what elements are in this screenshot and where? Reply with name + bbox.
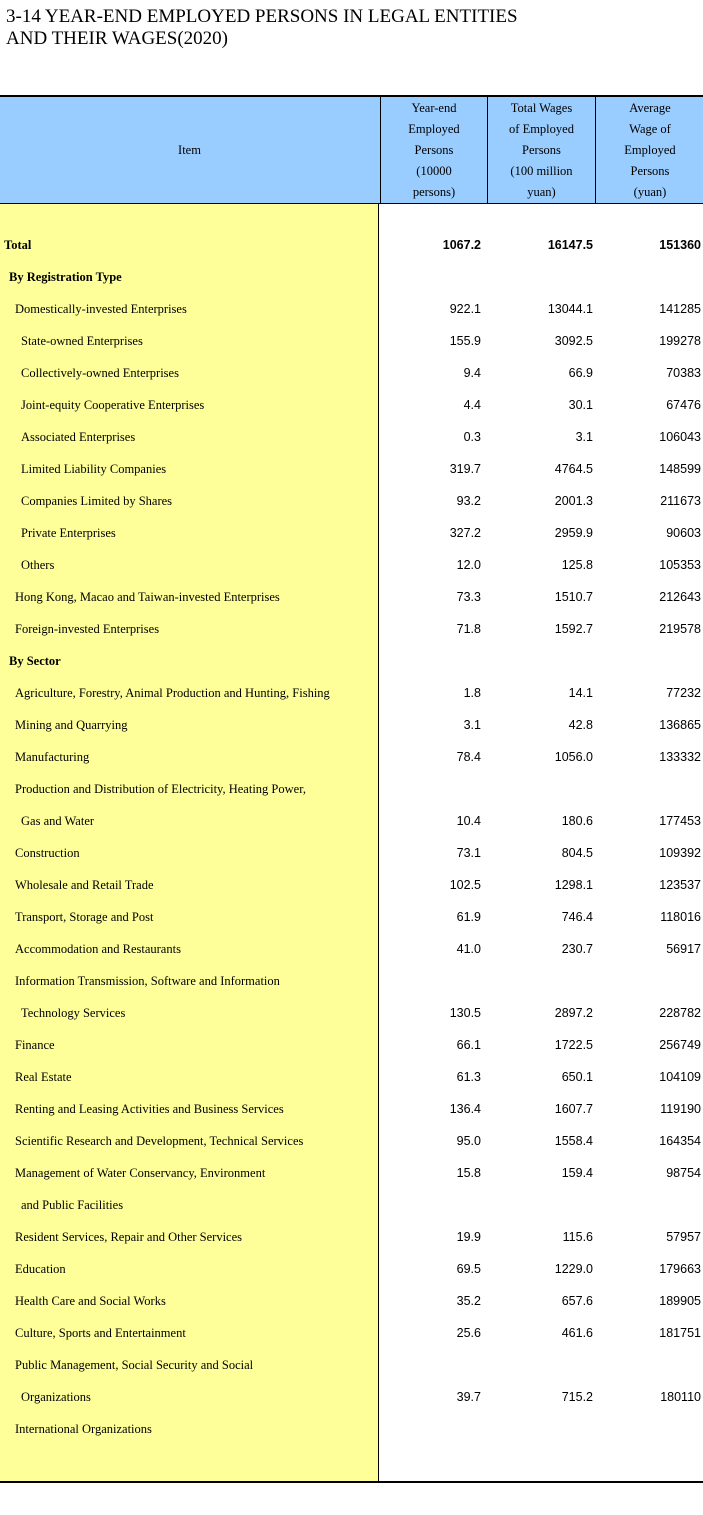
- header-average-wage: Average Wage of Employed Persons (yuan): [595, 97, 703, 203]
- year-end-employed-value: 66.1: [456, 1038, 481, 1052]
- row-label: Domestically-invested Enterprises: [15, 302, 187, 316]
- row-label: and Public Facilities: [21, 1198, 124, 1212]
- total-wages-value: 3.1: [575, 430, 593, 444]
- row-label: Gas and Water: [21, 814, 95, 828]
- total-wages-value: 1722.5: [554, 1038, 593, 1052]
- page-title: [6, 6, 518, 50]
- table-row: [0, 453, 703, 485]
- year-end-employed-value: 19.9: [456, 1230, 481, 1244]
- total-wages-value: 1056.0: [554, 750, 593, 764]
- total-wages-value: [487, 1349, 593, 1381]
- table-row: [0, 1093, 703, 1125]
- table-row: [0, 1285, 703, 1317]
- total-wages-value: 16147.5: [547, 238, 593, 252]
- total-wages-value: 3092.5: [554, 334, 593, 348]
- table-row: [0, 1157, 703, 1189]
- total-wages-value: 746.4: [561, 910, 593, 924]
- table-row: [0, 901, 703, 933]
- year-end-employed-value: [380, 965, 481, 997]
- total-wages-value: 66.9: [568, 366, 593, 380]
- average-wage-value: 123537: [659, 878, 701, 892]
- year-end-employed-value: 102.5: [449, 878, 481, 892]
- average-wage-value: 148599: [659, 462, 701, 476]
- year-end-employed-value: 73.1: [456, 846, 481, 860]
- year-end-employed-value: 39.7: [456, 1390, 481, 1404]
- year-end-employed-value: [380, 645, 481, 677]
- table-row: [0, 613, 703, 645]
- total-wages-value: 1298.1: [554, 878, 593, 892]
- average-wage-value: 56917: [666, 942, 701, 956]
- table-row: [0, 1349, 703, 1381]
- table-bottom-rule: [0, 1481, 703, 1483]
- total-wages-value: 115.6: [562, 1230, 593, 1244]
- row-label: Companies Limited by Shares: [21, 494, 173, 508]
- average-wage-value: 109392: [659, 846, 701, 860]
- table-row: [0, 485, 703, 517]
- average-wage-value: 141285: [659, 302, 701, 316]
- row-label: Real Estate: [15, 1070, 72, 1084]
- total-wages-value: 1607.7: [554, 1102, 593, 1116]
- row-label: Management of Water Conservancy, Environment: [15, 1166, 266, 1180]
- year-end-employed-value: 3.1: [463, 718, 481, 732]
- year-end-employed-value: 10.4: [456, 814, 481, 828]
- year-end-employed-value: 69.5: [456, 1262, 481, 1276]
- total-wages-value: 1558.4: [554, 1134, 593, 1148]
- year-end-employed-value: [380, 1189, 481, 1221]
- year-end-employed-value: 319.7: [449, 462, 481, 476]
- row-label: Associated Enterprises: [21, 430, 136, 444]
- total-wages-value: 1229.0: [554, 1262, 593, 1276]
- total-wages-value: [487, 773, 593, 805]
- row-label: Information Transmission, Software and Information: [15, 974, 280, 988]
- table-row: [0, 421, 703, 453]
- table-row: [0, 1029, 703, 1061]
- row-label: Hong Kong, Macao and Taiwan-invested Enterprises: [15, 590, 280, 604]
- table-row: [0, 709, 703, 741]
- year-end-employed-value: 25.6: [456, 1326, 481, 1340]
- total-wages-value: 2959.9: [554, 526, 593, 540]
- average-wage-value: 57957: [666, 1230, 701, 1244]
- total-wages-value: 461.6: [561, 1326, 593, 1340]
- total-wages-value: 2001.3: [554, 494, 593, 508]
- year-end-employed-value: 41.0: [456, 942, 481, 956]
- average-wage-value: 105353: [659, 558, 701, 572]
- row-label: Organizations: [21, 1390, 91, 1404]
- average-wage-value: 177453: [659, 814, 701, 828]
- year-end-employed-value: [380, 1349, 481, 1381]
- table-row: [0, 773, 703, 805]
- total-wages-value: 1592.7: [554, 622, 593, 636]
- total-wages-value: 14.1: [568, 686, 593, 700]
- average-wage-value: [595, 645, 701, 677]
- year-end-employed-value: 15.8: [456, 1166, 481, 1180]
- year-end-employed-value: 95.0: [456, 1134, 481, 1148]
- average-wage-value: 90603: [666, 526, 701, 540]
- average-wage-value: 199278: [659, 334, 701, 348]
- average-wage-value: 119190: [660, 1102, 701, 1116]
- row-label: Private Enterprises: [21, 526, 116, 540]
- row-label: Production and Distribution of Electricity, Heating Power,: [15, 782, 306, 796]
- table-body: [0, 204, 703, 1481]
- average-wage-value: 133332: [659, 750, 701, 764]
- row-label: Technology Services: [21, 1006, 126, 1020]
- average-wage-value: 67476: [666, 398, 701, 412]
- row-label: Scientific Research and Development, Technical Services: [15, 1134, 304, 1148]
- average-wage-value: 164354: [659, 1134, 701, 1148]
- average-wage-value: 118016: [660, 910, 701, 924]
- table-row: [0, 1413, 703, 1445]
- row-label: Others: [21, 558, 55, 572]
- year-end-employed-value: 78.4: [456, 750, 481, 764]
- total-wages-value: 715.2: [561, 1390, 593, 1404]
- total-wages-value: 4764.5: [554, 462, 593, 476]
- average-wage-value: [595, 261, 701, 293]
- row-label: By Sector: [9, 654, 61, 668]
- row-label: Renting and Leasing Activities and Business Services: [15, 1102, 284, 1116]
- year-end-employed-value: 130.5: [449, 1006, 481, 1020]
- total-wages-value: 13044.1: [547, 302, 593, 316]
- title-line-2: AND THEIR WAGES(2020): [6, 28, 229, 49]
- table-row: [0, 741, 703, 773]
- table-row: [0, 1125, 703, 1157]
- table-row: [0, 325, 703, 357]
- year-end-employed-value: 155.9: [449, 334, 481, 348]
- row-label: International Organizations: [15, 1422, 152, 1436]
- average-wage-value: 136865: [659, 718, 701, 732]
- table-row: [0, 581, 703, 613]
- total-wages-value: 125.8: [561, 558, 593, 572]
- table-row: [0, 965, 703, 997]
- average-wage-value: 211673: [660, 494, 701, 508]
- row-label: Accommodation and Restaurants: [15, 942, 181, 956]
- average-wage-value: 180110: [660, 1390, 701, 1404]
- year-end-employed-value: 12.0: [456, 558, 481, 572]
- row-label: State-owned Enterprises: [21, 334, 143, 348]
- row-label: Culture, Sports and Entertainment: [15, 1326, 186, 1340]
- year-end-employed-value: 327.2: [449, 526, 481, 540]
- year-end-employed-value: [380, 1413, 481, 1445]
- row-label: Manufacturing: [15, 750, 90, 764]
- year-end-employed-value: 136.4: [449, 1102, 481, 1116]
- total-wages-value: 42.8: [568, 718, 593, 732]
- average-wage-value: 228782: [659, 1006, 701, 1020]
- table-header: [0, 97, 703, 204]
- row-label: Foreign-invested Enterprises: [15, 622, 160, 636]
- total-wages-value: 30.1: [568, 398, 593, 412]
- row-label: Education: [15, 1262, 66, 1276]
- table-row: [0, 549, 703, 581]
- total-wages-value: 804.5: [561, 846, 593, 860]
- row-label: Total: [4, 238, 32, 252]
- year-end-employed-value: 61.9: [456, 910, 481, 924]
- average-wage-value: 256749: [659, 1038, 701, 1052]
- table-row: [0, 997, 703, 1029]
- total-wages-value: [487, 645, 593, 677]
- table-row: [0, 357, 703, 389]
- table-row: [0, 293, 703, 325]
- average-wage-value: 106043: [659, 430, 701, 444]
- year-end-employed-value: 922.1: [449, 302, 481, 316]
- table-row: [0, 229, 703, 261]
- total-wages-value: 657.6: [561, 1294, 593, 1308]
- table-row: [0, 1221, 703, 1253]
- table-row: [0, 869, 703, 901]
- total-wages-value: [487, 1189, 593, 1221]
- table-row: [0, 389, 703, 421]
- row-label: Transport, Storage and Post: [15, 910, 154, 924]
- table-row: [0, 837, 703, 869]
- average-wage-value: 77232: [666, 686, 701, 700]
- year-end-employed-value: 9.4: [463, 366, 481, 380]
- average-wage-value: [595, 1189, 701, 1221]
- average-wage-value: [595, 773, 701, 805]
- row-label: Finance: [15, 1038, 55, 1052]
- row-label: Construction: [15, 846, 80, 860]
- row-label: Agriculture, Forestry, Animal Production and Hunting, Fishing: [15, 686, 330, 700]
- total-wages-value: 650.1: [561, 1070, 593, 1084]
- total-wages-value: 2897.2: [554, 1006, 593, 1020]
- row-label: Public Management, Social Security and Social: [15, 1358, 254, 1372]
- row-label: Wholesale and Retail Trade: [15, 878, 154, 892]
- average-wage-value: 212643: [659, 590, 701, 604]
- total-wages-value: 230.7: [561, 942, 593, 956]
- table-row: [0, 1317, 703, 1349]
- table-row: [0, 1381, 703, 1413]
- average-wage-value: [595, 1349, 701, 1381]
- title-line-1: 3-14 YEAR-END EMPLOYED PERSONS IN LEGAL ENTITIES: [6, 6, 518, 27]
- year-end-employed-value: 71.8: [456, 622, 481, 636]
- table-row: [0, 1189, 703, 1221]
- total-wages-value: 180.6: [561, 814, 593, 828]
- year-end-employed-value: [380, 773, 481, 805]
- year-end-employed-value: 1.8: [463, 686, 481, 700]
- table-row: [0, 517, 703, 549]
- total-wages-value: 159.4: [561, 1166, 593, 1180]
- row-label: By Registration Type: [9, 270, 122, 284]
- row-label: Limited Liability Companies: [21, 462, 167, 476]
- average-wage-value: 98754: [666, 1166, 701, 1180]
- year-end-employed-value: 73.3: [456, 590, 481, 604]
- year-end-employed-value: [380, 261, 481, 293]
- average-wage-value: [595, 965, 701, 997]
- year-end-employed-value: 0.3: [463, 430, 481, 444]
- row-label: Mining and Quarrying: [15, 718, 128, 732]
- year-end-employed-value: 35.2: [456, 1294, 481, 1308]
- average-wage-value: 104109: [659, 1070, 701, 1084]
- table-row: [0, 1253, 703, 1285]
- average-wage-value: 219578: [659, 622, 701, 636]
- year-end-employed-value: 1067.2: [442, 238, 481, 252]
- average-wage-value: [595, 1413, 701, 1445]
- average-wage-value: 189905: [659, 1294, 701, 1308]
- table-row: [0, 805, 703, 837]
- table-row: [0, 645, 703, 677]
- row-label: Health Care and Social Works: [15, 1294, 166, 1308]
- average-wage-value: 151360: [659, 238, 701, 252]
- average-wage-value: 179663: [659, 1262, 701, 1276]
- total-wages-value: [487, 1413, 593, 1445]
- header-total-wages: Total Wages of Employed Persons (100 million yuan): [487, 97, 595, 203]
- header-item: Item: [178, 142, 201, 157]
- table-row: [0, 261, 703, 293]
- year-end-employed-value: 61.3: [456, 1070, 481, 1084]
- total-wages-value: [487, 965, 593, 997]
- total-wages-value: [487, 261, 593, 293]
- year-end-employed-value: 4.4: [463, 398, 481, 412]
- row-label: Resident Services, Repair and Other Services: [15, 1230, 243, 1244]
- average-wage-value: 70383: [666, 366, 701, 380]
- header-year-end-employed: Year-end Employed Persons (10000 persons): [380, 97, 487, 203]
- row-label: Joint-equity Cooperative Enterprises: [21, 398, 205, 412]
- table-row: [0, 933, 703, 965]
- total-wages-value: 1510.7: [554, 590, 593, 604]
- table-row: [0, 677, 703, 709]
- table-row: [0, 1061, 703, 1093]
- year-end-employed-value: 93.2: [456, 494, 481, 508]
- average-wage-value: 181751: [659, 1326, 701, 1340]
- row-label: Collectively-owned Enterprises: [21, 366, 179, 380]
